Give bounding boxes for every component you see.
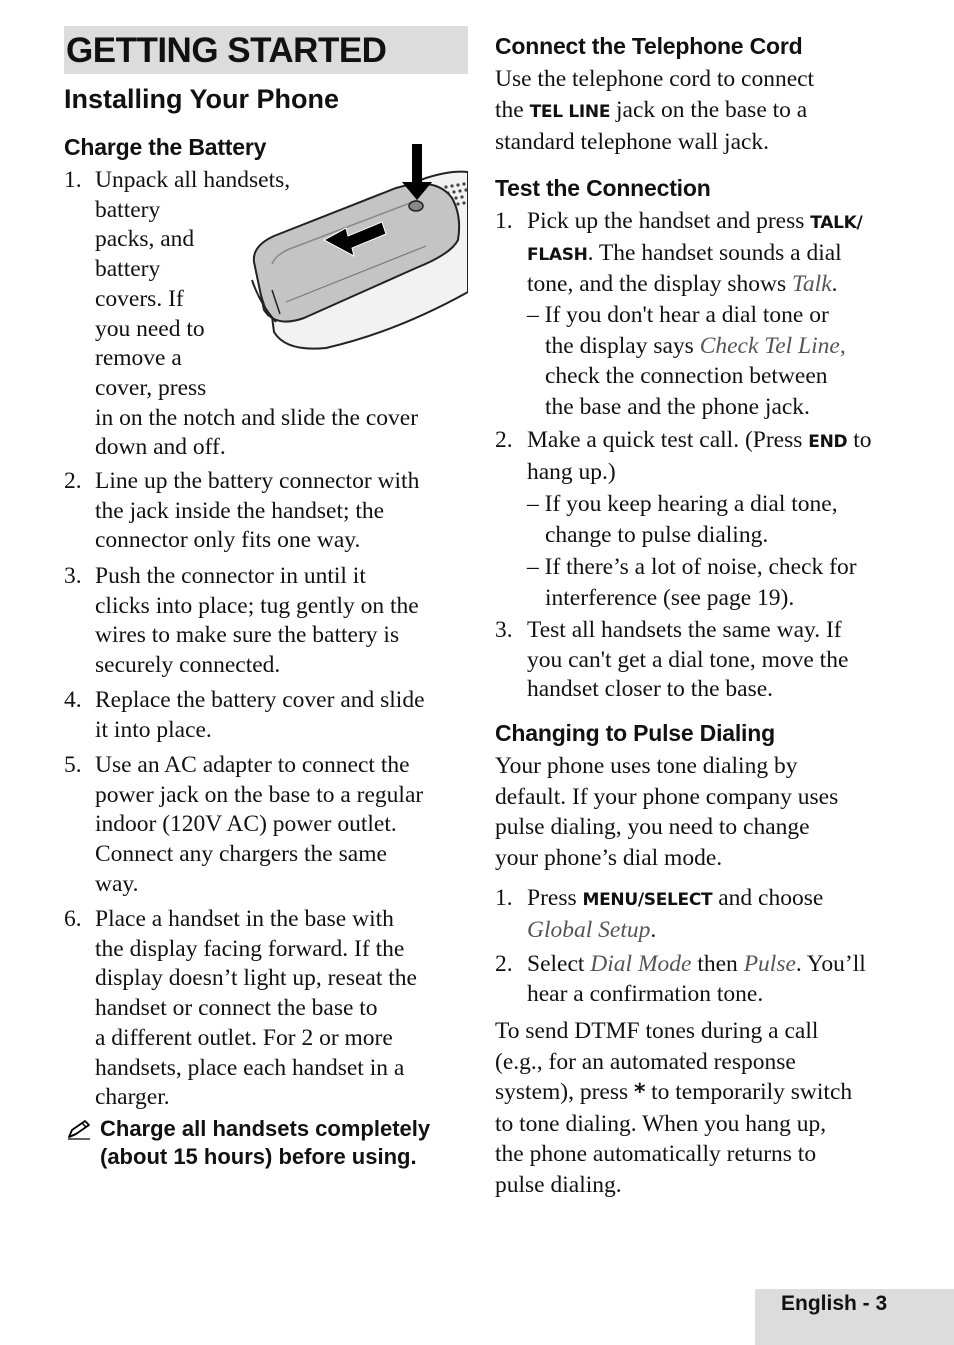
chapter-title: GETTING STARTED xyxy=(64,26,468,74)
tip-line: – If you keep hearing a dial tone, xyxy=(527,491,838,517)
step-line: remove a xyxy=(95,345,182,372)
pulse-heading: Changing to Pulse Dialing xyxy=(495,720,775,746)
display-text: Dial Mode xyxy=(590,951,692,977)
step-line: battery xyxy=(95,256,161,283)
para-line: (e.g., for an automated response xyxy=(495,1048,796,1075)
step-line: handset or connect the base to xyxy=(95,995,378,1022)
section-title: Installing Your Phone xyxy=(64,84,340,114)
step-line: display doesn’t light up, reseat the xyxy=(95,965,417,992)
step-line: Place a handset in the base with xyxy=(95,906,394,932)
step-line: securely connected. xyxy=(95,652,281,679)
step-number: 1. xyxy=(495,885,513,911)
tip-line: check the connection between xyxy=(545,363,828,389)
para-line: system), press * to temporarily switch xyxy=(495,1079,853,1105)
step-line: packs, and xyxy=(95,226,195,253)
tip-line: the display says Check Tel Line, xyxy=(545,332,846,359)
tel-line-key: TEL LINE xyxy=(529,101,611,122)
para-line: your phone’s dial mode. xyxy=(495,844,723,871)
step-line: hang up.) xyxy=(527,458,616,485)
step-line: it into place. xyxy=(95,716,212,743)
display-text: Global Setup xyxy=(527,916,651,943)
step-number: 4. xyxy=(64,687,82,713)
display-text: Pulse xyxy=(743,951,796,977)
note-line: Charge all handsets completely xyxy=(100,1116,431,1141)
step-line: hear a confirmation tone. xyxy=(527,980,764,1007)
menu-select-key: MENU/SELECT xyxy=(582,890,713,910)
talk-flash-key: TALK/ xyxy=(810,213,863,233)
step-line: a different outlet. For 2 or more xyxy=(95,1024,393,1051)
step-line: power jack on the base to a regular xyxy=(95,781,424,808)
step-number: 3. xyxy=(495,617,513,643)
talk-flash-key: FLASH xyxy=(527,244,588,265)
connect-cord-text xyxy=(495,64,900,158)
test-tip-2 xyxy=(527,489,907,550)
para-line: Your phone uses tone dialing by xyxy=(495,753,798,779)
charge-step-1 xyxy=(64,166,468,466)
step-line: handsets, place each handset in a xyxy=(95,1054,405,1081)
para-line: default. If your phone company uses xyxy=(495,783,839,810)
para-line: to tone dialing. When you hang up, xyxy=(495,1110,827,1137)
step-number: 2. xyxy=(495,951,513,977)
step-line: down and off. xyxy=(95,434,226,461)
connect-cord-heading: Connect the Telephone Cord xyxy=(495,33,803,59)
step-line: the jack inside the handset; the xyxy=(95,497,385,524)
page-footer: English - 3 xyxy=(755,1289,954,1345)
step-line: FLASH. The handset sounds a dial xyxy=(527,239,842,266)
pulse-intro xyxy=(495,751,900,873)
step-line: in on the notch and slide the cover xyxy=(95,404,419,431)
step-number: 1. xyxy=(495,208,513,234)
para-line: pulse dialing, you need to change xyxy=(495,814,810,840)
para-line: pulse dialing. xyxy=(495,1171,622,1198)
step-number: 6. xyxy=(64,906,82,932)
step-line: Make a quick test call. (Press END to xyxy=(527,427,872,453)
note-pencil-icon xyxy=(66,1119,92,1141)
para-line: the TEL LINE jack on the base to a xyxy=(495,96,808,123)
para-line: Use the telephone cord to connect xyxy=(495,66,815,92)
end-key: END xyxy=(808,432,848,452)
charge-battery-heading: Charge the Battery xyxy=(64,134,267,160)
step-line: battery xyxy=(95,196,161,223)
step-line: Connect any chargers the same xyxy=(95,841,387,868)
step-number: 3. xyxy=(64,563,82,589)
step-line: Replace the battery cover and slide xyxy=(95,687,425,713)
step-line: way. xyxy=(95,870,139,897)
step-line: Use an AC adapter to connect the xyxy=(95,752,410,778)
step-line: clicks into place; tug gently on the xyxy=(95,592,419,619)
para-line: To send DTMF tones during a call xyxy=(495,1018,819,1044)
step-number: 1. xyxy=(64,167,82,193)
tip-line: the base and the phone jack. xyxy=(545,393,810,420)
note-line: (about 15 hours) before using. xyxy=(100,1144,417,1169)
test-tip-3 xyxy=(527,552,907,613)
step-number: 2. xyxy=(495,427,513,453)
step-line: the display facing forward. If the xyxy=(95,935,405,962)
step-line: Line up the battery connector with xyxy=(95,468,420,494)
step-line: cover, press xyxy=(95,374,207,401)
step-line: Press MENU/SELECT and choose xyxy=(527,885,824,911)
display-text: Talk xyxy=(792,271,832,298)
dtmf-paragraph xyxy=(495,1016,900,1200)
step-line: tone, and the display shows Talk. xyxy=(527,271,838,298)
tip-line: change to pulse dialing. xyxy=(545,521,769,548)
step-number: 2. xyxy=(64,468,82,494)
step-line: charger. xyxy=(95,1084,170,1111)
step-line: Unpack all handsets, xyxy=(95,167,291,193)
para-line: the phone automatically returns to xyxy=(495,1141,817,1167)
step-line: connector only fits one way. xyxy=(95,527,361,554)
step-line: Pick up the handset and press TALK/ xyxy=(527,208,863,234)
test-tip-1 xyxy=(527,300,907,422)
display-text: Check Tel Line, xyxy=(699,332,846,359)
charge-note xyxy=(100,1115,470,1171)
test-connection-heading: Test the Connection xyxy=(495,175,711,201)
step-line: you need to xyxy=(95,315,205,342)
step-line: wires to make sure the battery is xyxy=(95,622,400,649)
para-line: standard telephone wall jack. xyxy=(495,129,770,155)
star-key: * xyxy=(634,1080,646,1105)
step-line: Global Setup. xyxy=(527,916,657,943)
step-line: indoor (120V AC) power outlet. xyxy=(95,811,397,838)
tip-line: – If there’s a lot of noise, check for xyxy=(527,554,857,580)
step-line: handset closer to the base. xyxy=(527,676,774,703)
step-line: covers. If xyxy=(95,285,184,312)
tip-line: – If you don't hear a dial tone or xyxy=(527,302,829,328)
step-line: you can't get a dial tone, move the xyxy=(527,646,849,673)
tip-line: interference (see page 19). xyxy=(545,584,795,611)
step-line: Test all handsets the same way. If xyxy=(527,617,842,643)
step-line: Push the connector in until it xyxy=(95,563,366,589)
step-number: 5. xyxy=(64,752,82,778)
step-line: Select Dial Mode then Pulse. You’ll xyxy=(527,951,866,977)
